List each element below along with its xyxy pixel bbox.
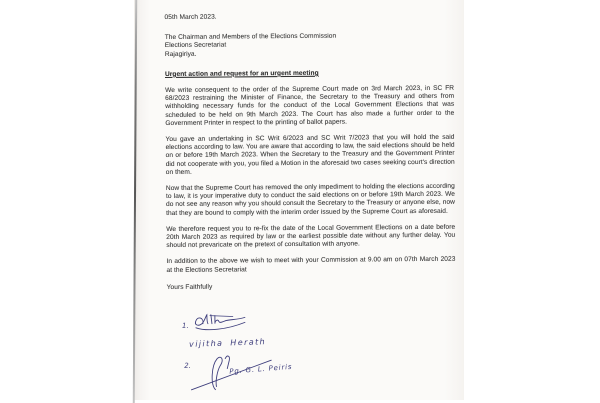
signature-block — [167, 294, 457, 396]
paragraph-2: You gave an undertaking in SC Writ 6/2023 and SC Writ 7/2023 that you will hold the said elections according to law. You are aware that according to law, the said elections should be held on or before 19th March 2023. When the Secretary to the Treasury and the Government Printer did not cooperate with you, you filed a Motion in the aforesaid two cases seeking court's direction on them. — [165, 133, 455, 176]
paragraph-4: We therefore request you to re-fix the date of the Local Government Elections on a date before 20th March 2023 as required by law or the earliest possible date without any further delay. You should not prevaricate on the pretext of consultation with anyone. — [166, 223, 456, 250]
signature-2-number: 2. — [184, 361, 192, 370]
letter-page — [134, 0, 464, 400]
recipient-line-2: Elections Secretariat — [164, 41, 227, 50]
recipient-line-1: The Chairman and Members of the Elections Commission — [164, 32, 337, 42]
paragraph-1: We write consequent to the order of the Supreme Court made on 3rd March 2023, in SC FR 68/2023 restraining the Minister of Finance, the Secretary to the Treasury and others from withholding necessary funds for the conduct of the Local Government Elections that was scheduled to be held on 9th March 2023. The Court has also made a further order to the Government Printer in respect to the printing of ballot papers. — [165, 84, 455, 127]
recipient-line-3: Rajagiriya. — [164, 50, 197, 58]
paragraph-5: In addition to the above we wish to meet with your Commission at 9.00 am on 07th March 2023 at the Elections Secretariat — [166, 256, 456, 274]
signature-2-name: Pg. G. L. Peiris — [229, 362, 293, 376]
signature-1-name: vijitha Herath — [188, 337, 267, 349]
letter-subject: Urgent action and request for an urgent meeting — [164, 69, 319, 78]
signature-1-number: 1. — [181, 321, 189, 330]
paragraph-3: Now that the Supreme Court has removed the only impediment to holding the elections according to law, it is your imperative duty to conduct the said elections on or before 19th March 2023. We do not see any reason why you should consult the Secretary to the Treasury or anyone else, now that they are bound to comply with the interim order issued by the Supreme Court as aforesaid. — [165, 182, 456, 217]
letter-content — [165, 12, 457, 394]
signature-1-scribble — [193, 311, 251, 333]
closing-salutation: Yours Faithfully — [166, 283, 213, 291]
recipient-block — [165, 32, 454, 59]
letter-date: 05th March 2023. — [164, 13, 217, 22]
